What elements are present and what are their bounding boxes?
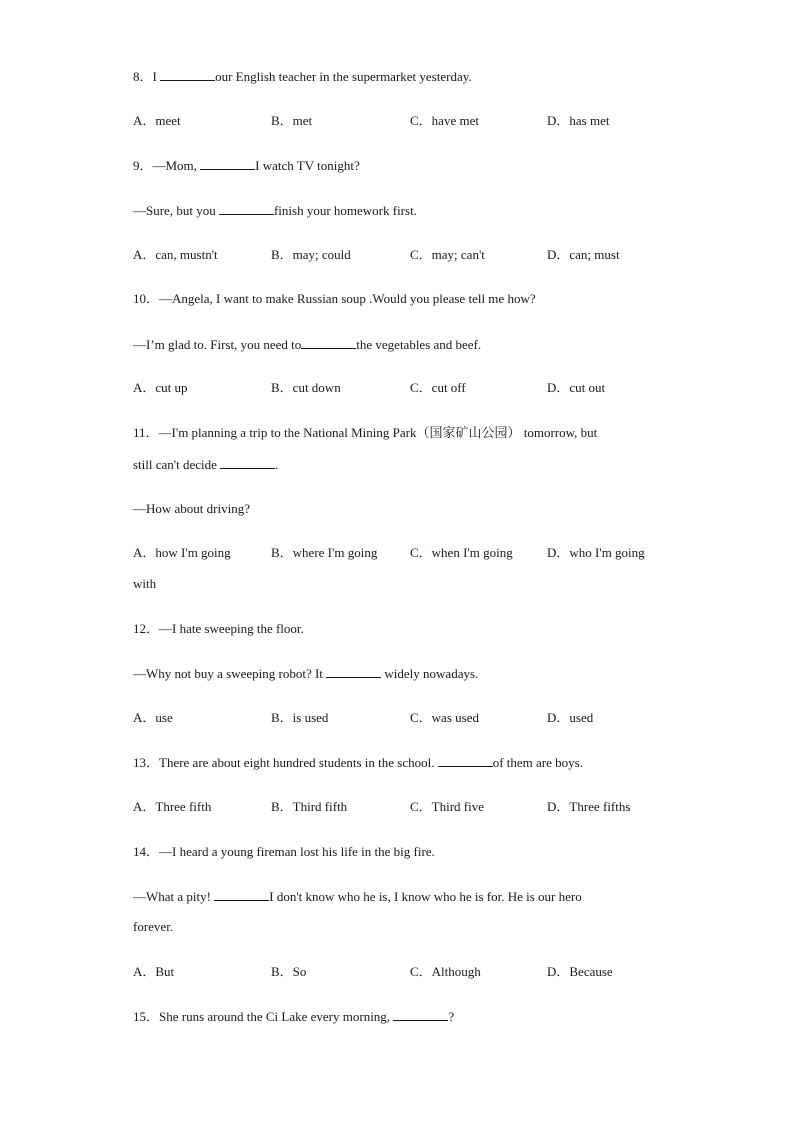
option-a: A．But <box>133 964 175 979</box>
answer-blank <box>438 754 493 767</box>
option-b: B．met <box>271 113 313 128</box>
option-d: D．Because <box>547 964 613 979</box>
option-d: D．can; must <box>547 247 620 262</box>
stem-text: ? <box>448 1009 455 1024</box>
stem-text: . <box>275 457 279 472</box>
answer-blank <box>326 665 381 678</box>
question-12-options <box>133 710 673 726</box>
answer-blank <box>214 888 269 901</box>
question-11-stem-line-2 <box>133 456 278 473</box>
question-11-option-wrap: with <box>133 576 157 591</box>
question-14-options <box>133 964 673 980</box>
stem-text: —What a pity! <box>133 889 215 904</box>
option-b: B．where I'm going <box>271 545 378 560</box>
answer-blank <box>393 1008 448 1021</box>
question-14-stem-line-3: forever. <box>133 919 174 934</box>
question-14-stem: 14．—I heard a young fireman lost his life in the big fire. <box>133 844 435 859</box>
option-d: D．who I'm going <box>547 545 645 560</box>
option-c: C．Third five <box>410 799 485 814</box>
question-9-stem <box>133 157 360 174</box>
stem-text: of them are boys. <box>492 755 583 770</box>
question-9-options <box>133 247 673 263</box>
option-b: B．may; could <box>271 247 351 262</box>
option-c: C．Although <box>410 964 481 979</box>
question-11-stem: 11．—I'm planning a trip to the National Mining Park（国家矿山公园） tomorrow, but <box>133 425 598 440</box>
stem-text: —Sure, but you <box>133 203 219 218</box>
option-a: A．Three fifth <box>133 799 212 814</box>
stem-text: —I’m glad to. First, you need to <box>133 337 302 352</box>
option-d: D．used <box>547 710 594 725</box>
option-a: A．how I'm going <box>133 545 231 560</box>
option-b: B．So <box>271 964 307 979</box>
question-11-options <box>133 545 673 561</box>
stem-text: 8．I <box>133 69 161 84</box>
question-10-stem-line-2 <box>133 336 481 353</box>
question-15-stem <box>133 1008 454 1025</box>
stem-text: I don't know who he is, I know who he is for. He is our hero <box>269 889 582 904</box>
stem-text: 9．—Mom, <box>133 158 201 173</box>
option-c: C．may; can't <box>410 247 485 262</box>
answer-blank <box>160 68 215 81</box>
option-c: C．have met <box>410 113 479 128</box>
option-c: C．when I'm going <box>410 545 513 560</box>
question-13-stem <box>133 754 583 771</box>
stem-text: —Why not buy a sweeping robot? It <box>133 666 327 681</box>
option-b: B．Third fifth <box>271 799 348 814</box>
question-14-stem-line-2 <box>133 888 582 905</box>
stem-text: our English teacher in the supermarket yesterday. <box>215 69 472 84</box>
stem-text: 15．She runs around the Ci Lake every morning, <box>133 1009 394 1024</box>
option-b: B．cut down <box>271 380 341 395</box>
stem-text: the vegetables and beef. <box>356 337 482 352</box>
option-c: C．was used <box>410 710 479 725</box>
option-a: A．cut up <box>133 380 188 395</box>
question-13-options <box>133 799 673 815</box>
question-8-options <box>133 113 673 129</box>
question-11-stem-line-3: —How about driving? <box>133 501 250 516</box>
question-8-stem <box>133 68 472 85</box>
answer-blank <box>301 336 356 349</box>
question-9-stem-line-2 <box>133 202 417 219</box>
option-a: A．can, mustn't <box>133 247 218 262</box>
answer-blank <box>220 456 275 469</box>
question-12-stem-line-2 <box>133 665 478 682</box>
answer-blank <box>219 202 274 215</box>
question-10-stem: 10．—Angela, I want to make Russian soup .Would you please tell me how? <box>133 291 536 306</box>
option-a: A．use <box>133 710 173 725</box>
option-d: D．cut out <box>547 380 606 395</box>
stem-text: finish your homework first. <box>273 203 417 218</box>
stem-text: still can't decide <box>133 457 221 472</box>
question-10-options <box>133 380 673 396</box>
stem-text: widely nowadays. <box>381 666 479 681</box>
option-d: D．Three fifths <box>547 799 631 814</box>
option-a: A．meet <box>133 113 181 128</box>
option-b: B．is used <box>271 710 329 725</box>
stem-text: 13．There are about eight hundred students in the school. <box>133 755 438 770</box>
answer-blank <box>200 157 255 170</box>
option-d: D．has met <box>547 113 610 128</box>
stem-text: I watch TV tonight? <box>255 158 360 173</box>
question-12-stem: 12．—I hate sweeping the floor. <box>133 621 304 636</box>
option-c: C．cut off <box>410 380 466 395</box>
